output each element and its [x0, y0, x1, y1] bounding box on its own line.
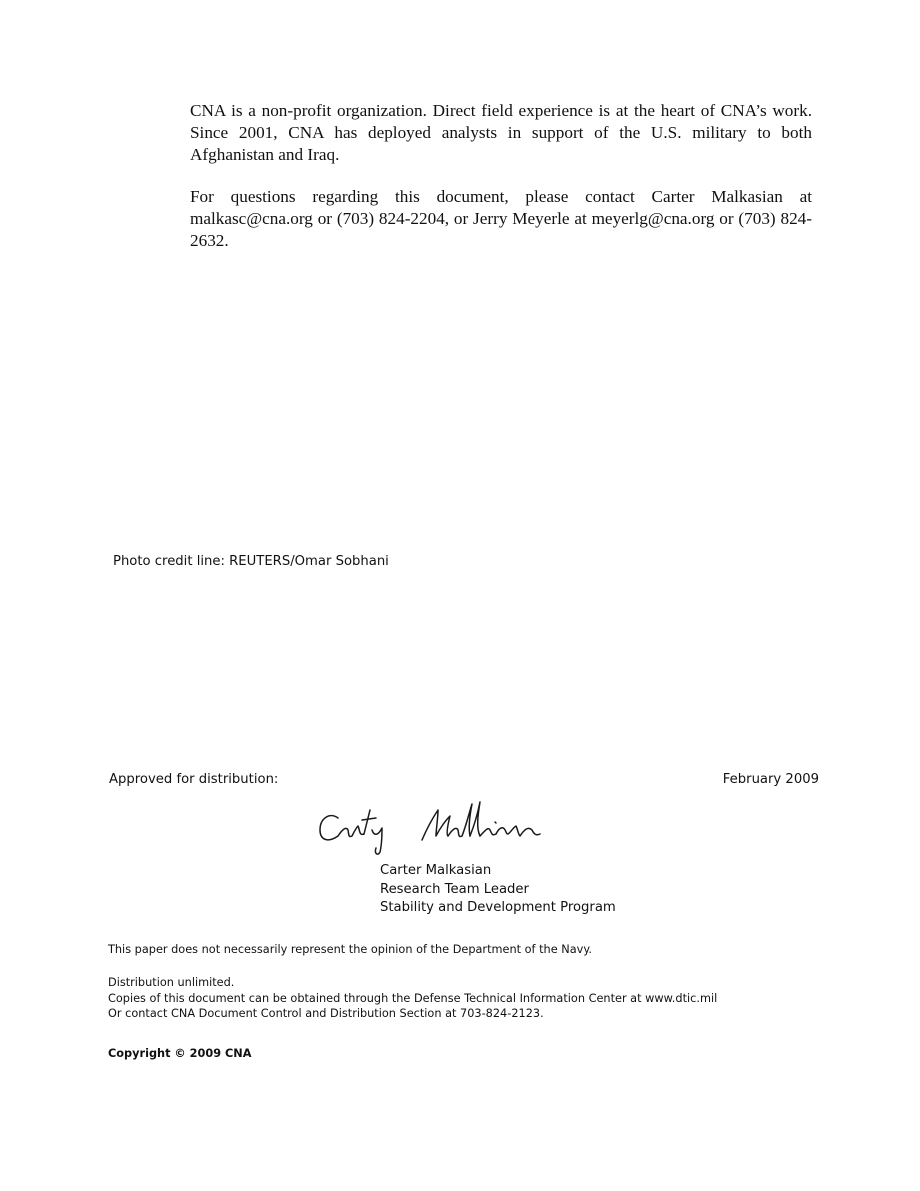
intro-text — [190, 100, 812, 272]
intro-paragraph-contact: For questions regarding this document, please contact Carter Malkasian at malkasc@cna.org or (703) 824-2204, or Jerry Meyerle at meyerlg@cna.org or (703) 824-2632. — [190, 187, 812, 250]
navy-disclaimer: This paper does not necessarily represent the opinion of the Department of the Navy. — [108, 943, 592, 956]
approval-label: Approved for distribution: — [109, 772, 279, 787]
signatory-program: Stability and Development Program — [380, 900, 616, 915]
intro-paragraph-mission: CNA is a non-profit organization. Direct field experience is at the heart of CNA’s work. Since 2001, CNA has deployed analysts in support of the U.S. military to both Afghanistan and Iraq. — [190, 101, 812, 164]
distribution-notice — [108, 975, 717, 1022]
photo-credit: Photo credit line: REUTERS/Omar Sobhani — [113, 554, 389, 569]
copyright-notice: Copyright © 2009 CNA — [108, 1047, 252, 1060]
cna-contact-line: Or contact CNA Document Control and Distribution Section at 703-824-2123. — [108, 1007, 544, 1020]
publication-date: February 2009 — [722, 772, 819, 787]
distribution-statement: Distribution unlimited. — [108, 976, 235, 989]
signatory-block — [380, 862, 616, 918]
dtic-copies-line: Copies of this document can be obtained through the Defense Technical Information Center at www.dtic.mil — [108, 991, 718, 1005]
signatory-title: Research Team Leader — [380, 881, 529, 897]
signature-icon — [312, 796, 562, 858]
signatory-name: Carter Malkasian — [380, 863, 492, 878]
